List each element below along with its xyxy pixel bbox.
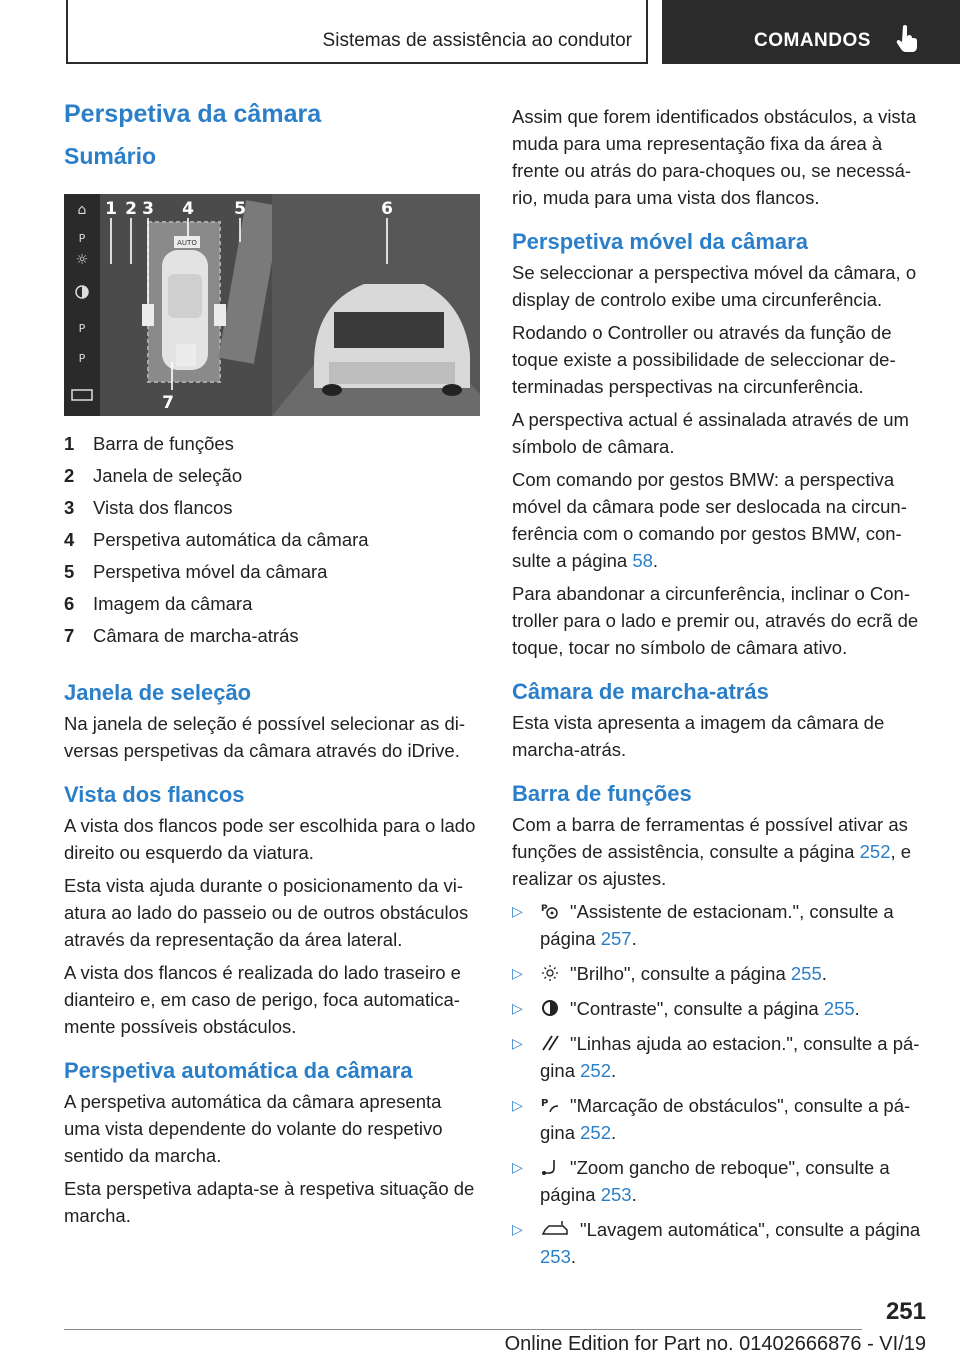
car-wash-icon [540, 1220, 570, 1238]
section-heading: Perspetiva automática da câmara [64, 1058, 413, 1083]
figure-callout-5: 5 [234, 199, 246, 219]
section-paragraph: Com a barra de ferramentas é possível ativar as funções de assistência, consulte a página 252, e realizar os ajustes. [512, 814, 912, 889]
page-link[interactable]: 252 [859, 841, 891, 862]
parking-lines-icon [540, 1034, 560, 1052]
header-chapter-tab [662, 0, 960, 64]
legend-item: 4 Perspetiva automática da câmara [64, 529, 369, 550]
legend-item: 5 Perspetiva móvel da câmara [64, 561, 328, 582]
figure-callout-1: 1 [105, 199, 117, 219]
camera-view-figure [64, 194, 480, 416]
list-item: ▷ P "Assistente de estacionam.", consulte a página 257. [512, 901, 894, 949]
pointing-hand-icon [896, 24, 918, 52]
tow-hitch-icon [540, 1158, 560, 1176]
page-link[interactable]: 252 [580, 1122, 611, 1143]
section-rear-camera [512, 679, 928, 763]
list-item: ▷ "Linhas ajuda ao estacion.", consulte a página 252. [512, 1033, 920, 1081]
svg-text:P: P [541, 1098, 549, 1109]
camera-view-illustration [64, 194, 480, 416]
section-paragraph: A vista dos flancos pode ser escolhida para o lado direito ou esquerdo da viatura. [64, 815, 476, 863]
figure-callout-7: 7 [162, 393, 174, 413]
legend-item: 2 Janela de seleção [64, 465, 243, 486]
page-title: Perspetiva da câmara [64, 100, 322, 128]
section-side-view [64, 782, 480, 1040]
section-paragraph: Esta vista apresenta a imagem da câmara de marcha-atrás. [512, 712, 885, 760]
section-heading: Barra de funções [512, 781, 692, 806]
header-chapter-title: COMANDOS [754, 30, 871, 51]
contrast-icon [540, 999, 560, 1017]
section-automatic-view [64, 1058, 480, 1229]
legend-item: 1 Barra de funções [64, 433, 234, 454]
list-item: ▷ "Contraste", consulte a página 255. [512, 998, 860, 1019]
figure-callout-4: 4 [182, 199, 194, 219]
page-link[interactable]: 252 [580, 1060, 611, 1081]
legend-item: 7 Câmara de marcha-atrás [64, 625, 299, 646]
section-paragraph: Esta perspetiva adapta-se à respetiva situação de marcha. [64, 1178, 475, 1226]
left-column [64, 100, 480, 1235]
section-selection-window [64, 680, 480, 764]
intro-paragraph: Assim que forem identificados obstáculos, a vista muda para uma representação fixa da área à frente ou atrás do para-choques ou, se necessário, muda para uma vista dos flancos. [512, 106, 917, 208]
section-paragraph: Se seleccionar a perspectiva móvel da câmara, o display de controlo exibe uma circunferência. [512, 262, 917, 310]
section-movable-view [512, 229, 928, 661]
section-heading: Vista dos flancos [64, 782, 245, 807]
header-section-title: Sistemas de assistência ao condutor [322, 30, 632, 51]
legend-item: 6 Imagem da câmara [64, 593, 253, 614]
right-column [512, 103, 928, 1278]
page-link[interactable]: 255 [823, 998, 855, 1019]
function-list [512, 898, 928, 1270]
summary-heading: Sumário [64, 143, 157, 169]
section-paragraph: Com comando por gestos BMW: a perspectiva móvel da câmara pode ser deslocada na circunferência com o comando por gestos BMW, consulte a página 58. [512, 469, 907, 571]
page-link[interactable]: 253 [540, 1246, 571, 1267]
list-item: ▷ P "Marcação de obstáculos", consulte a página 252. [512, 1095, 911, 1143]
figure-auto-badge: AUTO [177, 239, 197, 247]
section-paragraph: A perspetiva automática da câmara apresenta uma vista dependente do volante do respetivo sentido da marcha. [64, 1091, 443, 1166]
section-paragraph: Para abandonar a circunferência, inclinar o Controller para o lado e premir ou, através do ecrã de toque, tocar no símbolo de câmara ativo. [512, 583, 919, 658]
page-link[interactable]: 253 [600, 1184, 632, 1205]
legend-item: 3 Vista dos flancos [64, 497, 233, 518]
section-heading: Janela de seleção [64, 680, 252, 705]
svg-text:⌂: ⌂ [77, 202, 87, 218]
section-paragraph: Rodando o Controller ou através da função de toque existe a possibilidade de seleccionar determinadas perspectivas na circunferência. [512, 322, 896, 397]
svg-text:P: P [78, 352, 86, 365]
figure-callout-3: 3 [142, 199, 154, 219]
section-heading: Perspetiva móvel da câmara [512, 229, 808, 254]
svg-text:P: P [78, 232, 86, 245]
page-link[interactable]: 257 [600, 928, 632, 949]
figure-legend [64, 428, 480, 652]
parking-assistant-icon [540, 902, 560, 920]
section-paragraph: Na janela de seleção é possível selecionar as diversas perspetivas da câmara através do iDrive. [64, 713, 466, 761]
section-paragraph: A vista dos flancos é realizada do lado traseiro e dianteiro e, em caso de perigo, foca automaticamente possíveis obstáculos. [64, 962, 461, 1037]
page-number: 251 [885, 1298, 926, 1325]
footer-divider [64, 1329, 862, 1330]
svg-text:☼: ☼ [75, 252, 89, 268]
page-link[interactable]: 58 [632, 550, 653, 571]
page-link[interactable]: 255 [790, 963, 822, 984]
footer-edition: Online Edition for Part no. 01402666876 - VI/19 [504, 1333, 926, 1355]
figure-callout-6: 6 [381, 199, 393, 219]
brightness-icon [540, 964, 560, 982]
list-item: ▷ "Zoom gancho de reboque", consulte a página 253. [512, 1157, 890, 1205]
svg-text:P: P [541, 904, 548, 914]
section-paragraph: Esta vista ajuda durante o posicionamento da viatura ao lado do passeio ou de outros obstáculos através da representação da área lateral. [64, 875, 469, 950]
figure-callout-2: 2 [125, 199, 137, 219]
list-item: ▷ "Brilho", consulte a página 255. [512, 963, 827, 984]
list-item: ▷ "Lavagem automática", consulte a página 253. [512, 1219, 921, 1267]
obstacle-marking-icon [540, 1096, 560, 1114]
svg-text:P: P [78, 322, 86, 335]
header-section-box [66, 0, 648, 64]
section-function-bar [512, 781, 928, 1270]
section-heading: Câmara de marcha-atrás [512, 679, 769, 704]
section-paragraph: A perspectiva actual é assinalada através de um símbolo de câmara. [512, 409, 909, 457]
